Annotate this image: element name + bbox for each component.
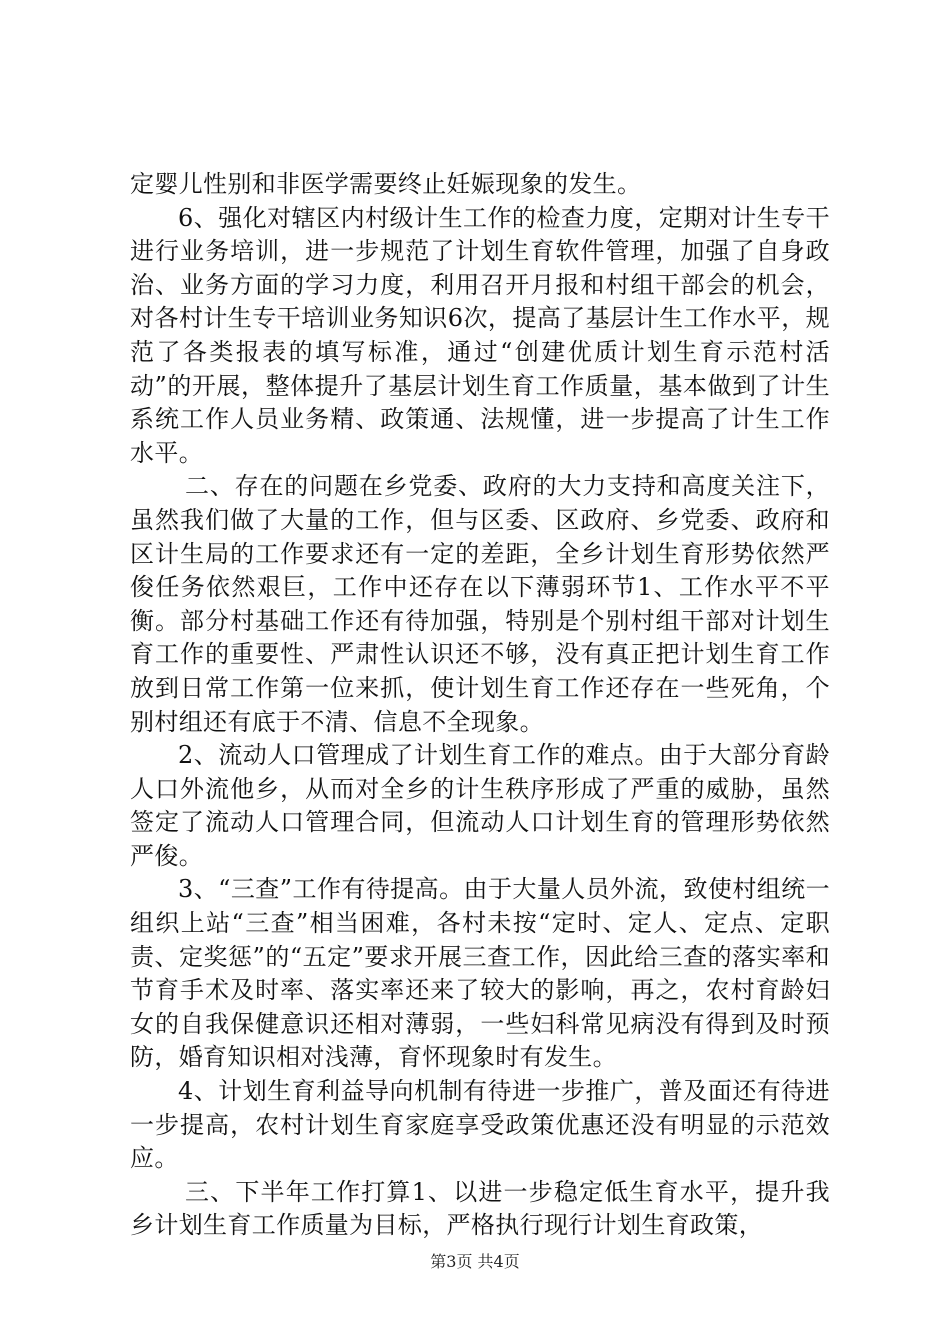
paragraph-problem-4: 4、计划生育利益导向机制有待进一步推广，普及面还有待进一步提高，农村计划生育家庭享受政策优惠还没有明显的示范效应。 — [130, 1077, 830, 1173]
paragraph-section-3-plans: 三、下半年工作打算1、以进一步稳定低生育水平，提升我乡计划生育工作质量为目标，严格执行现行计划生育政策， — [130, 1177, 830, 1240]
document-body — [130, 168, 830, 1243]
paragraph-continuation: 定婴儿性别和非医学需要终止妊娠现象的发生。 — [130, 170, 642, 198]
paragraph-item-6: 6、强化对辖区内村级计生工作的检查力度，定期对计生专干进行业务培训，进一步规范了计划生育软件管理，加强了自身政治、业务方面的学习力度，利用召开月报和村组干部会的机会，对各村计生专干培训业务知识6次，提高了基层计生工作水平，规范了各类报表的填写标准，通过“创建优质计划生育示范村活动”的开展，整体提升了基层计划生育工作质量，基本做到了计生系统工作人员业务精、政策通、法规懂，进一步提高了计生工作水平。 — [130, 203, 830, 467]
page-number-footer: 第3页 共4页 — [430, 1252, 520, 1271]
paragraph-problem-2: 2、流动人口管理成了计划生育工作的难点。由于大部分育龄人口外流他乡，从而对全乡的计生秩序形成了严重的威胁，虽然签定了流动人口管理合同，但流动人口计划生育的管理形势依然严俊。 — [130, 741, 830, 870]
paragraph-problem-3: 3、“三查”工作有待提高。由于大量人员外流，致使村组统一组织上站“三查”相当困难，各村未按“定时、定人、定点、定职责、定奖惩”的“五定”要求开展三查工作，因此给三查的落实率和节育手术及时率、落实率还来了较大的影响，再之，农村育龄妇女的自我保健意识还相对薄弱，一些妇科常见病没有得到及时预防，婚育知识相对浅薄，育怀现象时有发生。 — [130, 875, 830, 1072]
paragraph-section-2-problems: 二、存在的问题在乡党委、政府的大力支持和高度关注下，虽然我们做了大量的工作，但与区委、区政府、乡党委、政府和区计生局的工作要求还有一定的差距，全乡计划生育形势依然严俊任务依然艰巨，工作中还存在以下薄弱环节1、工作水平不平衡。部分村基础工作还有待加强，特别是个别村组干部对计划生育工作的重要性、严肃性认识还不够，没有真正把计划生育工作放到日常工作第一位来抓，使计划生育工作还存在一些死角，个别村组还有底于不清、信息不全现象。 — [130, 472, 830, 736]
